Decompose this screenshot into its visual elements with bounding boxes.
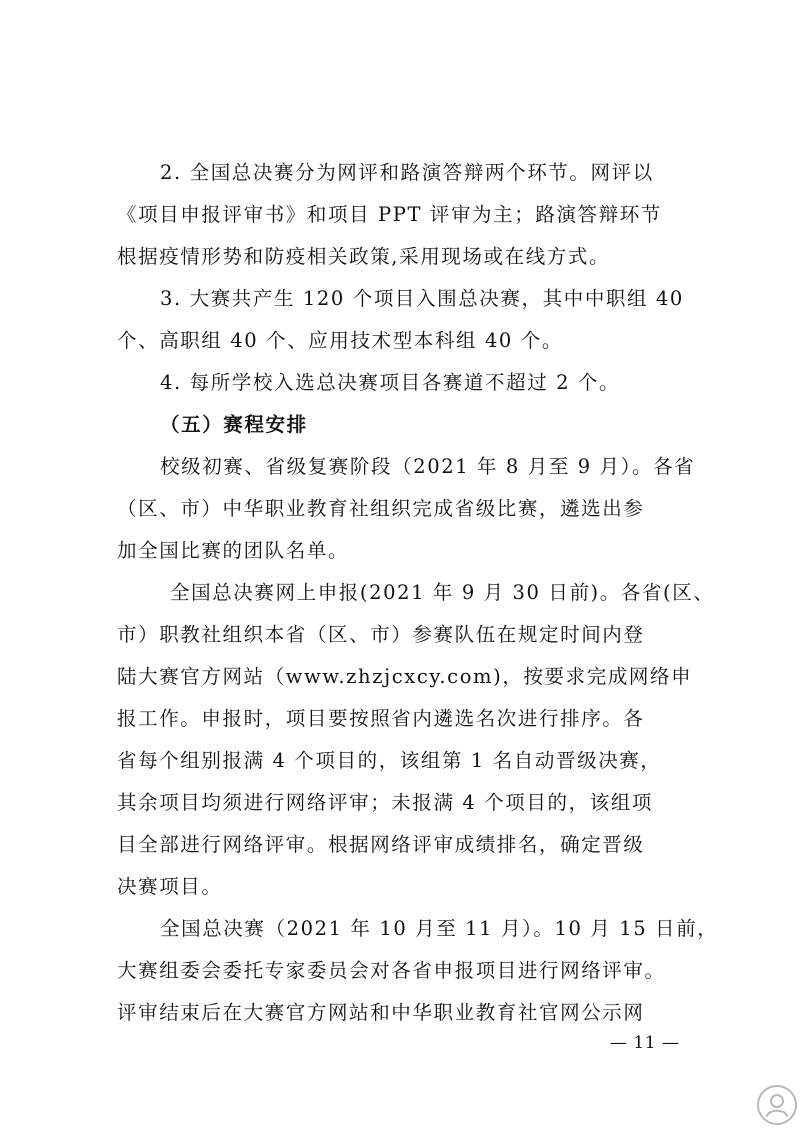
paragraph-line: 2. 全国总决赛分为网评和路演答辩两个环节。网评以 [160,161,654,184]
paragraph-line: 校级初赛、省级复赛阶段（2021 年 8 月至 9 月）。各省 [160,455,696,478]
paragraph-line: 3. 大赛共产生 120 个项目入围总决赛，其中中职组 40 [160,287,684,310]
paragraph-line: 其余项目均须进行网络评审；未报满 4 个项目的，该组项 [117,791,654,814]
paragraph-line: 全国总决赛（2021 年 10 月至 11 月）。10 月 15 日前， [160,917,719,940]
paragraph-line: 《项目申报评审书》和项目 PPT 评审为主；路演答辩环节 [117,203,662,226]
paragraph-line: 决赛项目。 [117,875,223,898]
paragraph-line: 报工作。申报时，项目要按照省内遴选名次进行排序。各 [117,707,645,730]
paragraph-line: 大赛组委会委托专家委员会对各省申报项目进行网络评审。 [117,959,666,982]
paragraph-line: 4. 每所学校入选总决赛项目各赛道不超过 2 个。 [160,371,621,394]
paragraph-line: 市）职教社组织本省（区、市）参赛队伍在规定时间内登 [117,623,645,646]
paragraph-line: 目全部进行网络评审。根据网络评审成绩排名，确定晋级 [117,833,645,856]
section-heading: （五）赛程安排 [160,413,308,436]
paragraph-line: 评审结束后在大赛官方网站和中华职业教育社官网公示网 [117,1001,645,1024]
paragraph-line: 加全国比赛的团队名单。 [117,539,350,562]
paragraph-line: 全国总决赛网上申报(2021 年 9 月 30 日前)。各省(区、 [170,581,715,604]
paragraph-line: （区、市）中华职业教育社组织完成省级比赛，遴选出参 [117,497,645,520]
page-number: — 11 — [610,1033,680,1053]
user-icon [759,1087,795,1123]
paragraph-line: 省每个组别报满 4 个项目的，该组第 1 名自动晋级决赛， [117,749,662,772]
paragraph-line: 根据疫情形势和防疫相关政策,采用现场或在线方式。 [117,245,611,268]
paragraph-line: 陆大赛官方网站（www.zhzjcxcy.com)，按要求完成网络申 [117,665,693,688]
avatar[interactable] [757,1085,797,1125]
paragraph-line: 个、高职组 40 个、应用技术型本科组 40 个。 [117,329,563,352]
